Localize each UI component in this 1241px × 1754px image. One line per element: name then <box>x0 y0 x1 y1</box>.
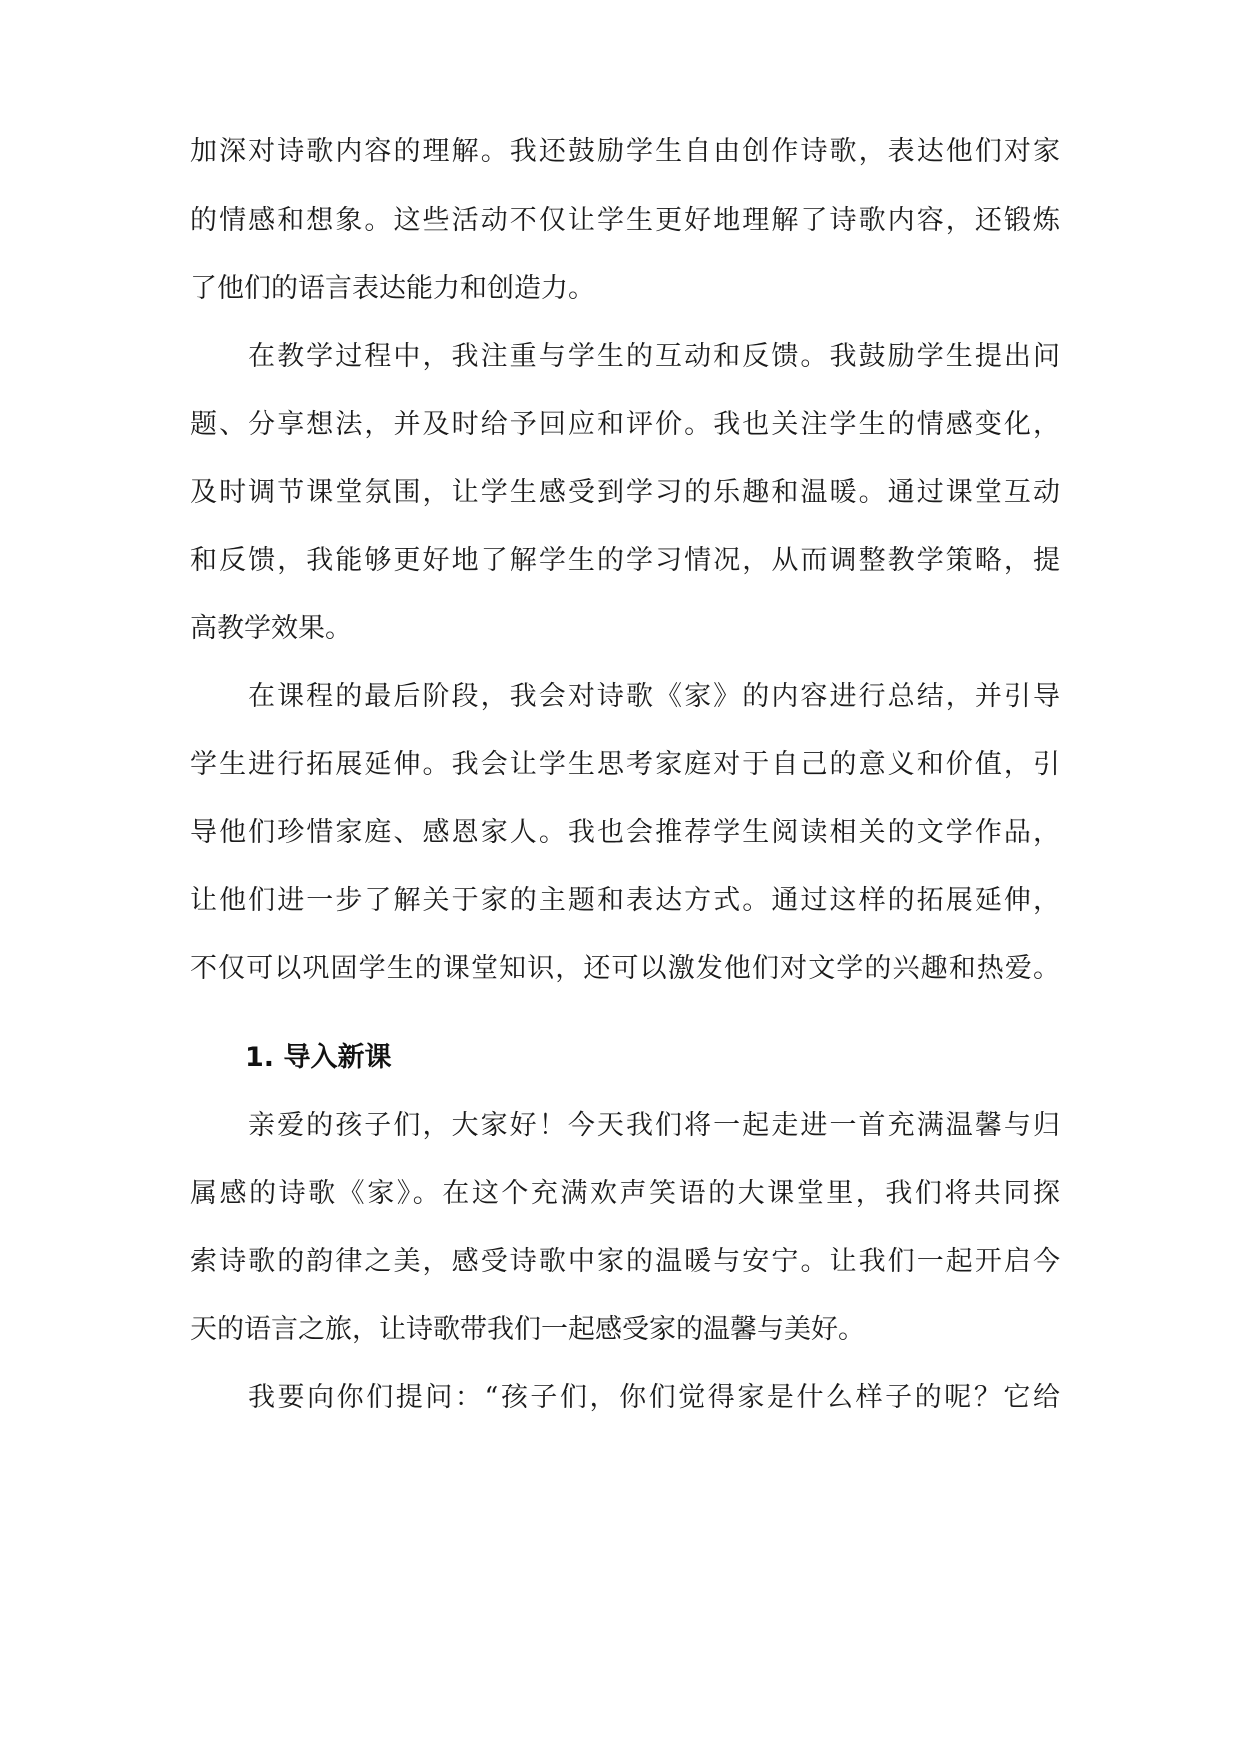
paragraph-line: 我要向你们提问：“孩子们，你们觉得家是什么样子的呢？它给 <box>248 1382 1060 1413</box>
paragraph-line: 加深对诗歌内容的理解。我还鼓励学生自由创作诗歌，表达他们对家 <box>190 136 1060 167</box>
section-heading: 1. 导入新课 <box>245 1042 392 1073</box>
paragraph-line: 不仅可以巩固学生的课堂知识，还可以激发他们对文学的兴趣和热爱。 <box>190 953 1060 984</box>
paragraph-line: 在教学过程中，我注重与学生的互动和反馈。我鼓励学生提出问 <box>248 341 1060 372</box>
paragraph-line: 题、分享想法，并及时给予回应和评价。我也关注学生的情感变化， <box>190 409 1060 440</box>
paragraph-line: 和反馈，我能够更好地了解学生的学习情况，从而调整教学策略，提 <box>190 545 1060 576</box>
paragraph-line: 天的语言之旅，让诗歌带我们一起感受家的温馨与美好。 <box>190 1314 865 1345</box>
paragraph-line: 属感的诗歌《家》。在这个充满欢声笑语的大课堂里，我们将共同探 <box>190 1178 1060 1209</box>
paragraph-line: 的情感和想象。这些活动不仅让学生更好地理解了诗歌内容，还锻炼 <box>190 205 1060 236</box>
paragraph-line: 亲爱的孩子们，大家好！今天我们将一起走进一首充满温馨与归 <box>248 1110 1060 1141</box>
paragraph-line: 及时调节课堂氛围，让学生感受到学习的乐趣和温暖。通过课堂互动 <box>190 477 1060 508</box>
paragraph-line: 了他们的语言表达能力和创造力。 <box>190 273 595 304</box>
paragraph-line: 导他们珍惜家庭、感恩家人。我也会推荐学生阅读相关的文学作品， <box>190 817 1060 848</box>
paragraph-line: 让他们进一步了解关于家的主题和表达方式。通过这样的拓展延伸， <box>190 885 1060 916</box>
paragraph-line: 索诗歌的韵律之美，感受诗歌中家的温暖与安宁。让我们一起开启今 <box>190 1246 1060 1277</box>
paragraph-line: 在课程的最后阶段，我会对诗歌《家》的内容进行总结，并引导 <box>248 681 1060 712</box>
paragraph-line: 高教学效果。 <box>190 613 352 644</box>
paragraph-line: 学生进行拓展延伸。我会让学生思考家庭对于自己的意义和价值，引 <box>190 749 1060 780</box>
